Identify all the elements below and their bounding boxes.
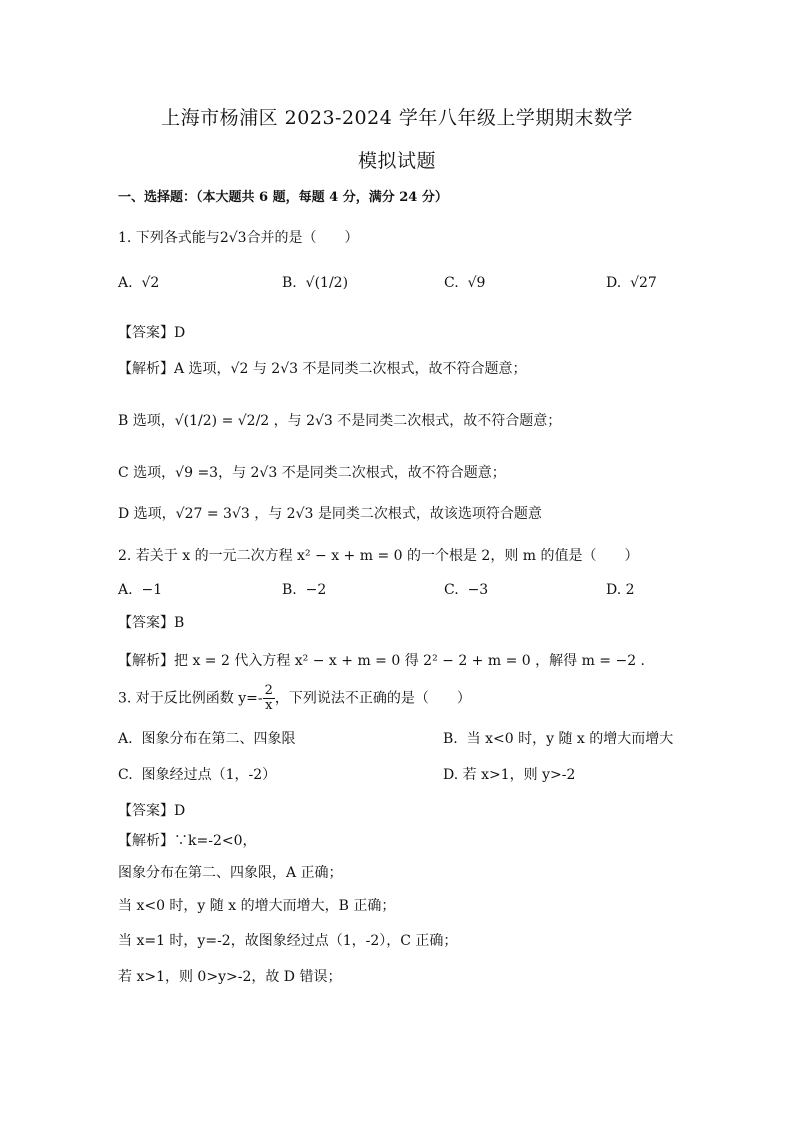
q3-option-b-label: B. [443,731,458,747]
q1-option-c-label: C. [444,275,459,291]
q2-option-d-label: D. [606,582,622,598]
doc-title-line1: 上海市杨浦区 2023-2024 学年八年级上学期期末数学 [161,107,633,129]
q2-option-b [282,582,326,598]
q3-stem-pre: 3. 对于反比例函数 y=- [118,690,263,707]
q2-stem: 2. 若关于 x 的一元二次方程 x² − x + m = 0 的一个根是 2，则 m 的值是（ ） [118,548,639,564]
q1-analysis-1: B 选项，√(1/2) = √2/2 ，与 2√3 不是同类二次根式，故不符合题意； [118,413,562,429]
q3-option-c [118,764,276,784]
q2-option-d-text: 2 [625,582,635,598]
q3-stem [118,684,471,713]
q3-frac-den: x [265,698,273,713]
q2-option-a-label: A. [118,582,133,598]
q3-option-c-label: C. [118,767,133,783]
q2-option-c-text: −3 [467,582,489,598]
q1-option-a-expr: √2 [141,275,160,291]
q1-option-d-label: D. [606,275,622,291]
q2-option-a [118,582,162,598]
q1-stem [118,227,359,247]
q2-option-b-text: −2 [305,582,327,598]
q1-option-a [118,275,159,291]
q1-option-c-expr: √9 [467,275,486,291]
q1-option-d [606,275,657,291]
q2-analysis: 【解析】把 x = 2 代入方程 x² − x + m = 0 得 2² − 2 + m = 0 ，解得 m = −2 . [118,653,646,669]
q1-option-b-label: B. [282,275,297,291]
q3-option-d [443,764,575,784]
q2-option-d [606,582,635,598]
q1-analysis-3: D 选项，√27 = 3√3 ，与 2√3 是同类二次根式，故该选项符合题意 [118,506,542,522]
doc-title-line2: 模拟试题 [357,150,436,172]
q1-stem-post: 合并的是（ ） [246,230,359,246]
q3-option-c-text: 图象经过点（1，-2） [141,767,277,783]
q1-analysis-2: C 选项，√9 =3，与 2√3 不是同类二次根式，故不符合题意； [118,465,506,481]
q1-option-d-expr: √27 [630,275,657,291]
q3-option-a-label: A. [118,731,133,747]
q2-option-b-label: B. [282,582,297,598]
q3-option-b [443,728,673,748]
q1-stem-pre: 1. 下列各式能与 [118,230,220,246]
q1-stem-expr: 2√3 [219,230,247,246]
q1-answer: 【答案】D [118,325,186,341]
q1-option-b [282,275,348,291]
q3-option-a [118,728,295,748]
q3-frac-num: 2 [264,683,273,698]
q3-option-b-text: 当 x<0 时，y 随 x 的增大而增大 [466,731,674,747]
q3-analysis-0: 【解析】∵k=-2<0， [118,833,257,849]
section-heading: 一、选择题：（本大题共 6 题，每题 4 分，满分 24 分） [118,190,448,205]
q3-analysis-4: 若 x>1，则 0>y>-2，故 D 错误； [118,969,342,985]
q2-option-c-label: C. [444,582,459,598]
q2-option-c [444,582,488,598]
q2-option-a-text: −1 [141,582,163,598]
q3-analysis-2: 当 x<0 时，y 随 x 的增大而增大，B 正确； [118,898,396,914]
q1-option-b-expr: √(1/2) [305,275,349,291]
q1-option-c [444,275,485,291]
q1-analysis-0: 【解析】A 选项，√2 与 2√3 不是同类二次根式，故不符合题意； [118,361,527,377]
q3-stem-post: ，下列说法不正确的是（ ） [274,690,471,707]
q3-answer: 【答案】D [118,803,186,819]
q3-option-d-label: D. [443,767,459,783]
q3-stem-fraction [263,684,275,713]
q1-option-a-label: A. [118,275,133,291]
q3-analysis-1: 图象分布在第二、四象限，A 正确； [118,865,343,881]
q2-answer: 【答案】B [118,615,185,631]
q3-option-d-text: 若 x>1，则 y>-2 [462,767,576,783]
q3-analysis-3: 当 x=1 时，y=-2，故图象经过点（1，-2），C 正确； [118,933,458,949]
q3-option-a-text: 图象分布在第二、四象限 [141,731,296,747]
